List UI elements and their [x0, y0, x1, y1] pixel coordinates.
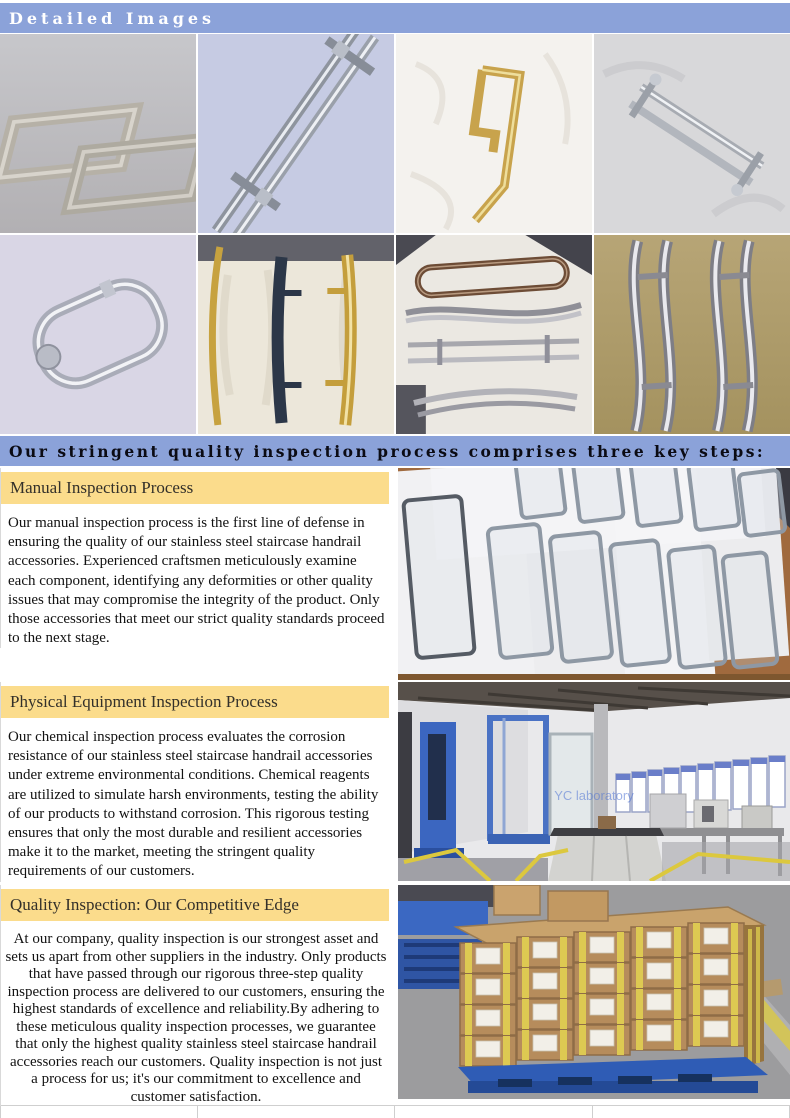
assorted-handles-image — [396, 235, 592, 434]
product-gallery — [0, 34, 790, 434]
square-handles-image — [0, 34, 196, 233]
manual-inspection-heading: Manual Inspection Process — [1, 472, 389, 504]
chrome-bar-image — [594, 34, 790, 233]
competitive-edge-text-column — [0, 885, 389, 1106]
competitive-edge-heading: Quality Inspection: Our Competitive Edge — [1, 889, 389, 921]
gallery-photo-assorted-handles — [396, 235, 592, 434]
section-manual-inspection — [0, 468, 790, 682]
section-equipment-inspection — [0, 682, 790, 885]
gallery-photo-chrome-bar — [594, 34, 790, 233]
footer-table-cell — [197, 1106, 394, 1118]
footer-table — [0, 1105, 790, 1118]
footer-table-cell — [394, 1106, 592, 1118]
foam-packed-handles-image — [398, 468, 790, 680]
manual-inspection-photo — [398, 468, 790, 680]
cartons-pallet-image — [398, 885, 790, 1099]
curved-handle-image — [0, 235, 196, 434]
equipment-inspection-text-column — [0, 682, 389, 882]
equipment-inspection-photo — [398, 682, 790, 881]
testing-lab-image — [398, 682, 790, 881]
inspection-sections — [0, 468, 790, 1105]
equipment-inspection-paragraph: Our chemical inspection process evaluates the corrosion resistance of our stainless steel staircase handrail accessories under extreme environmental conditions. Chemical reagents are utilized to simulate harsh environments, testing the ability of our products to withstand corrosion. This rigorous testing ensures that only the most durable and resilient accessories make it to the market, meeting the stringent quality requirements of our customers. — [8, 729, 379, 880]
competitive-edge-paragraph: At our company, quality inspection is our strongest asset and sets us apart from other suppliers in the industry. Only products that have passed through our rigorous three-step quality inspection process are delivered to our customers, ensuring the highest standards of excellence and reliability.By adhering to these meticulous quality inspection processes, we guarantee that only the highest quality stainless steel staircase handrail accessories reach our customers. Quality inspection is not just a process for us; it's our commitment to excellence and customer satisfaction. — [5, 931, 387, 1105]
lab-watermark: YC laboratory — [554, 788, 634, 803]
gallery-photo-gold-handle — [396, 34, 592, 233]
quality-process-title: Our stringent quality inspection process comprises three key steps: — [9, 441, 766, 461]
gallery-photo-s-handles — [594, 235, 790, 434]
s-handles-image — [594, 235, 790, 434]
footer-table-cell — [0, 1106, 197, 1118]
packed-cartons-photo — [398, 885, 790, 1099]
gallery-photo-curved-handle — [0, 235, 196, 434]
gallery-photo-ladder-pull — [198, 34, 394, 233]
detailed-images-banner — [0, 3, 790, 33]
footer-table-cell — [592, 1106, 790, 1118]
manual-inspection-paragraph: Our manual inspection process is the first line of defense in ensuring the quality of our stainless steel staircase handrail accessories. Experienced craftsmen meticulously examine each component, identifying any deformities or other quality issues that may compromise the integrity of the product. Only those accessories that meet our strict quality standards proceed to the next stage. — [8, 515, 385, 647]
quality-process-banner — [0, 436, 790, 466]
gold-handle-image — [396, 34, 592, 233]
manual-inspection-text-column — [0, 468, 389, 648]
detailed-images-title: Detailed Images — [9, 8, 216, 28]
glass-door — [550, 734, 592, 834]
ladder-pull-image — [198, 34, 394, 233]
black-gold-handles-image — [198, 235, 394, 434]
section-competitive-edge — [0, 885, 790, 1105]
equipment-inspection-heading: Physical Equipment Inspection Process — [1, 686, 389, 718]
gallery-photo-black-gold-handles — [198, 235, 394, 434]
gallery-photo-square-handles — [0, 34, 196, 233]
